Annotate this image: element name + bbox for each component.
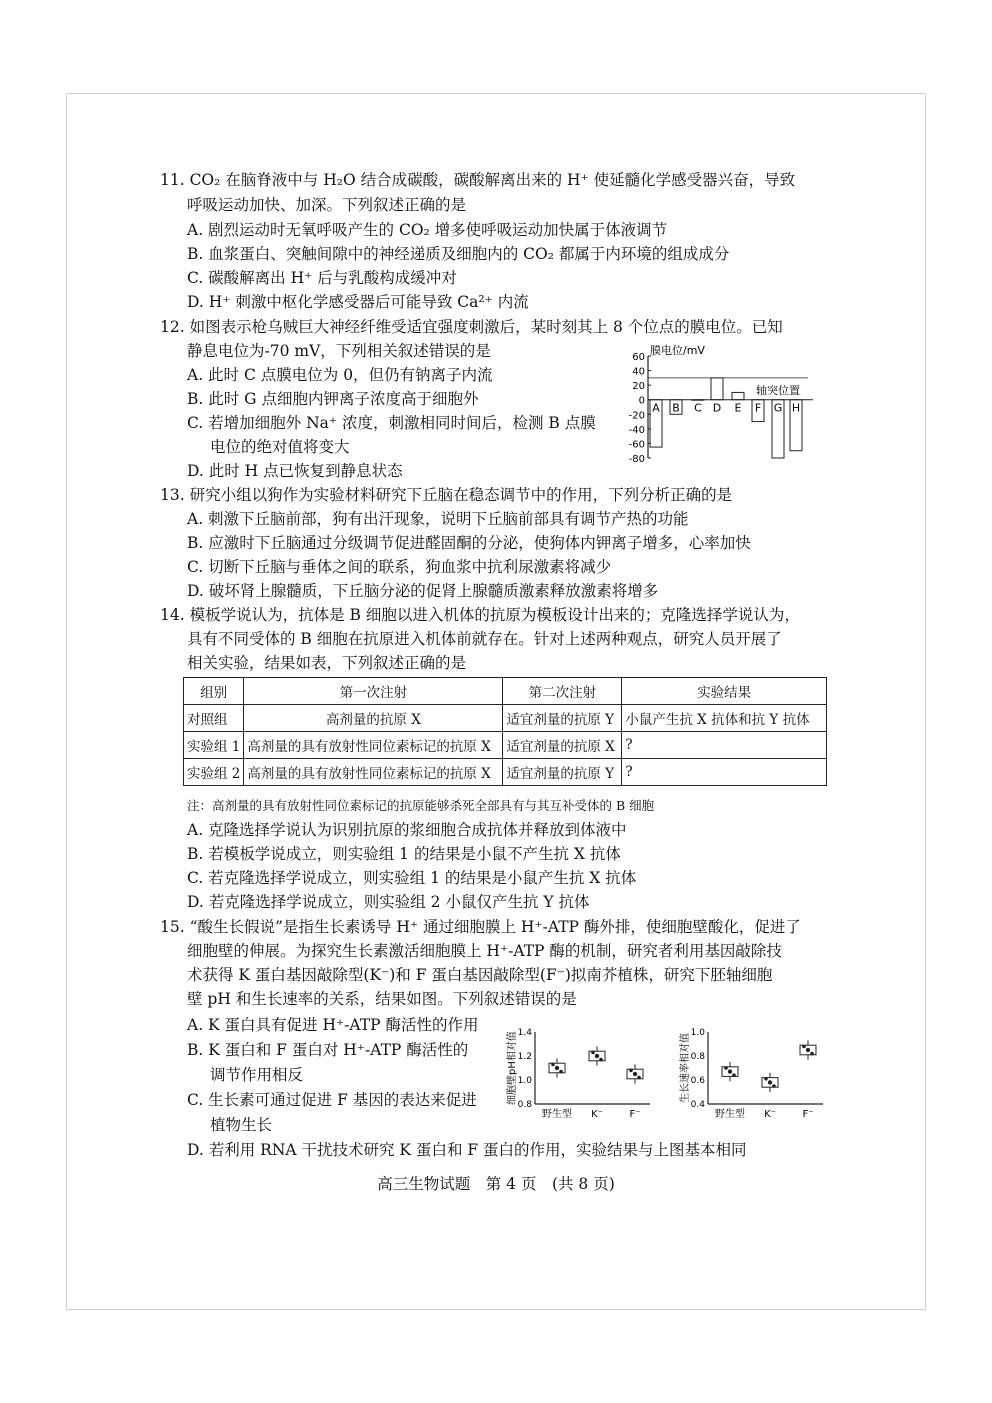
data-point [591, 1051, 595, 1055]
q14-stem-cont2: 相关实验，结果如表，下列叙述正确的是 [187, 654, 467, 672]
table-cell: 对照组 [184, 705, 244, 732]
q15-option-a: A. K 蛋白具有促进 H⁺-ATP 酶活性的作用 [187, 1016, 479, 1034]
q12-stem-cont: 静息电位为-70 mV，下列相关叙述错误的是 [187, 342, 491, 360]
q12-option-a: A. 此时 C 点膜电位为 0，但仍有钠离子内流 [187, 366, 493, 384]
x-tick-label: F [754, 401, 762, 415]
y-tick-label: 1.0 [690, 1028, 705, 1038]
table-cell: ? [622, 759, 827, 786]
y-tick-label: 0.4 [690, 1100, 705, 1110]
potential-bar [692, 400, 704, 401]
x-tick-label: K⁻ [764, 1109, 776, 1120]
q12-option-c: C. 若增加细胞外 Na⁺ 浓度，刺激相同时间后，检测 B 点膜 [187, 414, 596, 432]
data-point [555, 1066, 559, 1070]
q14-stem: 14. 模板学说认为，抗体是 B 细胞以进入机体的抗原为模板设计出来的；克隆选择学说认为， [160, 606, 800, 624]
y-tick-label: -40 [628, 424, 645, 436]
q11-option-b: B. 血浆蛋白、突触间隙中的神经递质及细胞内的 CO₂ 都属于内环境的组成成分 [187, 245, 730, 263]
q15-option-c-cont: 植物生长 [210, 1116, 273, 1134]
y-tick-label: 40 [632, 366, 645, 378]
y-tick-label: -20 [628, 410, 645, 422]
potential-bar [732, 392, 744, 399]
y-tick-label: 1.0 [517, 1076, 532, 1086]
cell-wall-ph-chart [505, 1024, 655, 1130]
potential-bar [711, 378, 723, 400]
q11-stem-cont: 呼吸运动加快、加深。下列叙述正确的是 [187, 196, 467, 214]
table-cell: 适宜剂量的抗原 Y [503, 705, 622, 732]
x-tick-label: G [773, 401, 783, 415]
data-point [764, 1077, 768, 1081]
x-tick-label: A [652, 401, 660, 415]
q13-option-c: C. 切断下丘脑与垂体之间的联系，狗血浆中抗利尿激素将减少 [187, 558, 612, 576]
q12-stem: 12. 如图表示枪乌贼巨大神经纤维受适宜强度刺激后，某时刻其上 8 个位点的膜电位。已知 [160, 318, 783, 336]
table-row [184, 759, 827, 786]
table-cell: 高剂量的抗原 X [244, 705, 503, 732]
q13-option-a: A. 刺激下丘脑前部，狗有出汗现象，说明下丘脑前部具有调节产热的功能 [187, 510, 689, 528]
x-tick-label: F⁻ [802, 1109, 814, 1120]
y-axis-label: 膜电位/mV [650, 344, 705, 357]
q15-stem-cont3: 壁 pH 和生长速率的关系，结果如图。下列叙述错误的是 [187, 990, 577, 1008]
q14-option-d: D. 若克隆选择学说成立，则实验组 2 小鼠仅产生抗 Y 抗体 [187, 893, 590, 911]
x-tick-label: F⁻ [629, 1109, 641, 1120]
table-cell: 小鼠产生抗 X 抗体和抗 Y 抗体 [622, 705, 827, 732]
membrane-potential-chart [618, 342, 818, 468]
q15-option-b-cont: 调节作用相反 [210, 1066, 304, 1084]
q14-option-a: A. 克隆选择学说认为识别抗原的浆细胞合成抗体并释放到体液中 [187, 821, 627, 839]
data-point [595, 1054, 599, 1058]
data-point [559, 1070, 563, 1074]
y-tick-label: 0 [638, 395, 645, 407]
data-point [629, 1069, 633, 1073]
q11-stem: 11. CO₂ 在脑脊液中与 H₂O 结合成碳酸，碳酸解离出来的 H⁺ 使延髓化学感受器兴奋，导致 [160, 171, 796, 189]
table-cell: 适宜剂量的抗原 X [503, 732, 622, 759]
q15-stem-cont1: 细胞壁的伸展。为探究生长素激活细胞膜上 H⁺-ATP 酶的机制，研究者利用基因敲除技 [187, 942, 782, 960]
page-footer: 高三生物试题 第 4 页 (共 8 页) [377, 1175, 615, 1193]
data-point [810, 1052, 814, 1056]
table-header-row [184, 678, 827, 705]
table-cell: 高剂量的具有放射性同位素标记的抗原 X [244, 759, 503, 786]
q13-stem: 13. 研究小组以狗作为实验材料研究下丘脑在稳态调节中的作用，下列分析正确的是 [160, 486, 733, 504]
y-tick-label: 1.4 [517, 1028, 532, 1038]
q11-option-a: A. 剧烈运动时无氧呼吸产生的 CO₂ 增多使呼吸运动加快属于体液调节 [187, 221, 668, 239]
x-tick-label: C [694, 401, 702, 415]
q12-option-d: D. 此时 H 点已恢复到静息状态 [187, 462, 403, 480]
q14-stem-cont1: 具有不同受体的 B 细胞在抗原进入机体前就存在。针对上述两种观点，研究人员开展了 [187, 630, 782, 648]
table-header: 第二次注射 [503, 678, 622, 705]
y-tick-label: 0.8 [690, 1052, 705, 1062]
x-tick-label: H [791, 401, 801, 415]
y-tick-label: 20 [632, 381, 645, 393]
data-point [551, 1063, 555, 1067]
table-cell: 高剂量的具有放射性同位素标记的抗原 X [244, 732, 503, 759]
table-header: 组别 [184, 678, 244, 705]
table-header: 第一次注射 [244, 678, 503, 705]
y-tick-label: -60 [628, 439, 645, 451]
q13-option-d: D. 破坏肾上腺髓质，下丘脑分泌的促肾上腺髓质激素释放激素将增多 [187, 582, 659, 600]
y-tick-label: -80 [628, 454, 645, 465]
data-point [637, 1076, 641, 1080]
x-axis-label: 轴突位置 [756, 383, 800, 397]
data-point [599, 1058, 603, 1062]
x-tick-label: K⁻ [591, 1109, 603, 1120]
table-row [184, 705, 827, 732]
y-tick-label: 0.6 [690, 1076, 705, 1086]
table-cell: 适宜剂量的抗原 Y [503, 759, 622, 786]
q15-option-d: D. 若利用 RNA 干扰技术研究 K 蛋白和 F 蛋白的作用，实验结果与上图基本相同 [187, 1141, 747, 1159]
table-note: 注：高剂量的具有放射性同位素标记的抗原能够杀死全部具有与其互补受体的 B 细胞 [187, 798, 655, 813]
x-tick-label: 野生型 [542, 1109, 572, 1120]
data-point [728, 1069, 732, 1073]
q15-stem: 15. “酸生长假说”是指生长素诱导 H⁺ 通过细胞膜上 H⁺-ATP 酶外排，使细胞壁酸化，促进了 [160, 918, 801, 936]
data-point [772, 1084, 776, 1088]
q12-option-c-cont: 电位的绝对值将变大 [210, 438, 350, 456]
y-tick-label: 0.8 [517, 1100, 532, 1110]
data-point [806, 1048, 810, 1052]
x-tick-label: B [672, 401, 680, 415]
q12-option-b: B. 此时 G 点细胞内钾离子浓度高于细胞外 [187, 390, 479, 408]
growth-rate-chart [678, 1024, 828, 1130]
q11-option-c: C. 碳酸解离出 H⁺ 后与乳酸构成缓冲对 [187, 269, 457, 287]
y-axis-label: 细胞壁pH相对值 [507, 1031, 518, 1105]
q15-stem-cont2: 术获得 K 蛋白基因敲除型(K⁻)和 F 蛋白基因敲除型(F⁻)拟南芥植株，研究下胚轴细胞 [187, 966, 773, 984]
table-row [184, 732, 827, 759]
q15-option-b: B. K 蛋白和 F 蛋白对 H⁺-ATP 酶活性的 [187, 1041, 469, 1059]
table-cell: 实验组 2 [184, 759, 244, 786]
y-tick-label: 60 [632, 352, 645, 363]
experiment-table [183, 677, 827, 786]
x-tick-label: 野生型 [715, 1109, 745, 1120]
data-point [768, 1080, 772, 1084]
x-tick-label: D [712, 401, 722, 415]
data-point [802, 1045, 806, 1049]
table-cell: 实验组 1 [184, 732, 244, 759]
y-tick-label: 1.2 [517, 1052, 532, 1062]
q13-option-b: B. 应激时下丘脑通过分级调节促进醛固酮的分泌，使狗体内钾离子增多，心率加快 [187, 534, 751, 552]
y-axis-label: 生长速率相对值 [680, 1033, 691, 1103]
q11-option-d: D. H⁺ 刺激中枢化学感受器后可能导致 Ca²⁺ 内流 [187, 293, 529, 311]
data-point [633, 1072, 637, 1076]
x-tick-label: E [734, 401, 742, 415]
q14-option-b: B. 若模板学说成立，则实验组 1 的结果是小鼠不产生抗 X 抗体 [187, 845, 621, 863]
q14-option-c: C. 若克隆选择学说成立，则实验组 1 的结果是小鼠产生抗 X 抗体 [187, 869, 637, 887]
table-header: 实验结果 [622, 678, 827, 705]
table-cell: ? [622, 732, 827, 759]
data-point [732, 1073, 736, 1077]
data-point [724, 1066, 728, 1070]
q15-option-c: C. 生长素可通过促进 F 基因的表达来促进 [187, 1091, 477, 1109]
